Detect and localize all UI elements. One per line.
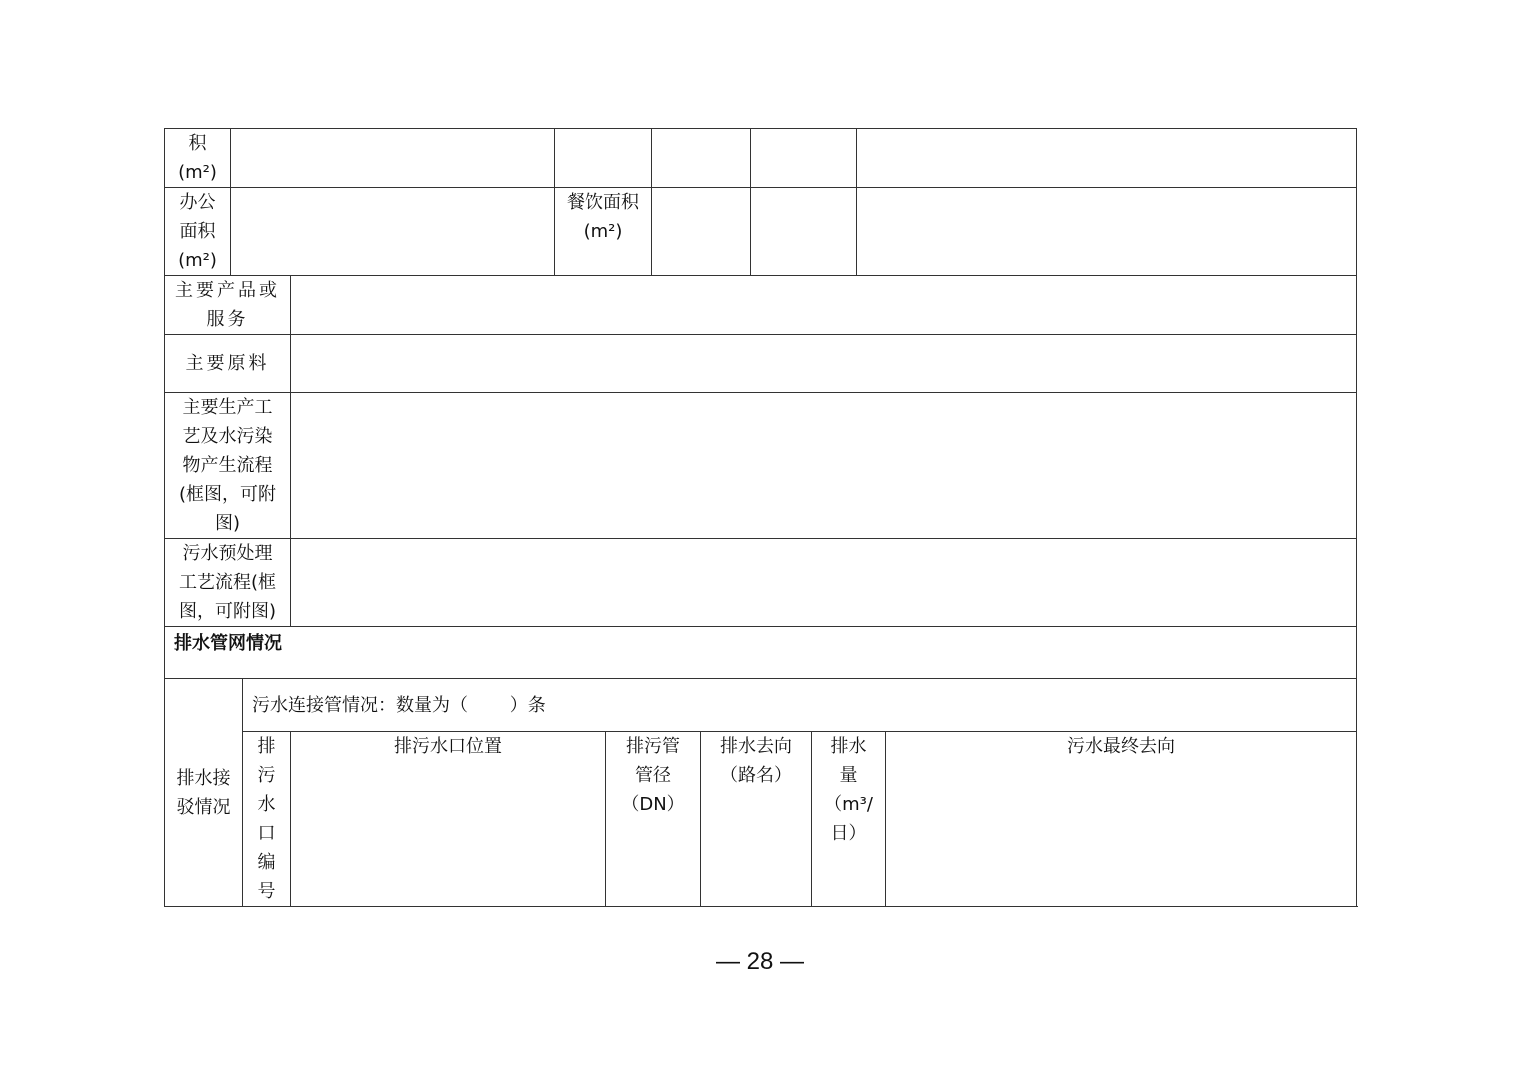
wastewater-registration-table <box>164 128 1357 907</box>
pretreatment-value[interactable] <box>291 539 1357 627</box>
materials-value[interactable] <box>291 335 1357 393</box>
connection-columns-row <box>165 732 1357 907</box>
outlet-number-header: 排 污 水 口 编 号 <box>243 732 291 907</box>
pretreatment-label: 污水预处理 工艺流程(框 图，可附图) <box>165 539 291 627</box>
process-value[interactable] <box>291 393 1357 539</box>
final-destination-header: 污水最终去向 <box>886 732 1357 907</box>
area-value-cell[interactable] <box>231 129 555 188</box>
drain-direction-header: 排水去向 （路名） <box>701 732 812 907</box>
area-cell-2[interactable] <box>555 129 652 188</box>
area-cell-4[interactable] <box>751 129 857 188</box>
pipe-network-row <box>165 627 1357 679</box>
area-cell-5[interactable] <box>857 129 1357 188</box>
dining-area-value[interactable] <box>652 188 751 276</box>
office-area-label: 办公 面积 (m²) <box>165 188 231 276</box>
connection-summary[interactable]: 污水连接管情况：数量为（ ）条 <box>243 679 1357 732</box>
pipe-diameter-header: 排污管 管径 （DN） <box>606 732 701 907</box>
office-dining-row <box>165 188 1357 276</box>
products-label: 主要产品或 服务 <box>165 276 291 335</box>
dining-cell-3[interactable] <box>857 188 1357 276</box>
products-row <box>165 276 1357 335</box>
process-label: 主要生产工 艺及水污染 物产生流程 (框图，可附 图) <box>165 393 291 539</box>
materials-row <box>165 335 1357 393</box>
pretreatment-row <box>165 539 1357 627</box>
materials-label: 主要原料 <box>165 335 291 393</box>
pipe-network-title: 排水管网情况 <box>165 627 1357 679</box>
connection-summary-row <box>165 679 1357 732</box>
dining-area-label: 餐饮面积 (m²) <box>555 188 652 276</box>
process-row <box>165 393 1357 539</box>
area-row <box>165 129 1357 188</box>
page-number: — 28 — <box>715 948 805 975</box>
area-label: 积 (m²) <box>165 129 231 188</box>
connection-label: 排水接 驳情况 <box>165 679 243 907</box>
outlet-location-header: 排污水口位置 <box>291 732 606 907</box>
drain-volume-header: 排水 量 （m³/ 日） <box>812 732 886 907</box>
dining-cell-2[interactable] <box>751 188 857 276</box>
area-cell-3[interactable] <box>652 129 751 188</box>
products-value[interactable] <box>291 276 1357 335</box>
office-area-value[interactable] <box>231 188 555 276</box>
